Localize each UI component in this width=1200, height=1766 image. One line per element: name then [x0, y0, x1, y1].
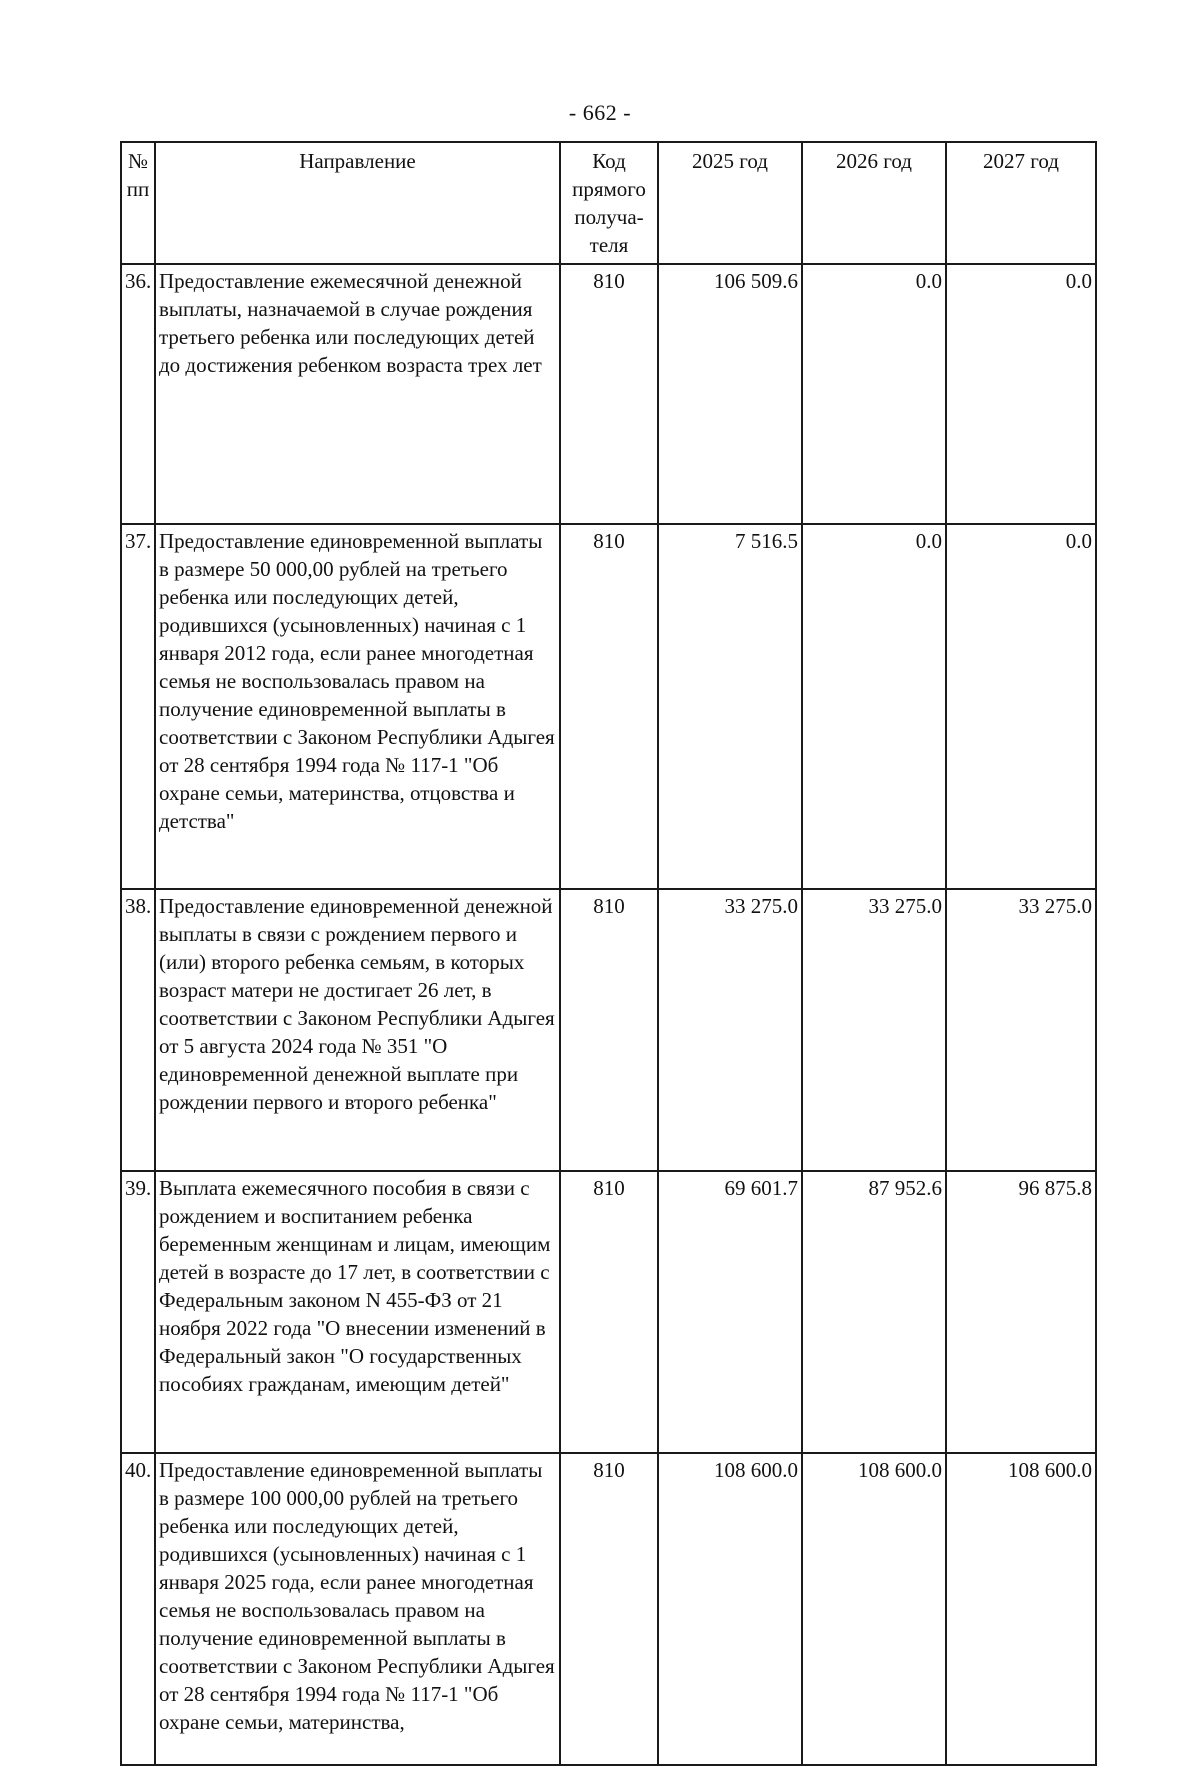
table-row — [121, 1171, 1096, 1453]
row-amount-2025: 108 600.0 — [658, 1453, 802, 1765]
table-row — [121, 264, 1096, 524]
row-amount-2026: 108 600.0 — [802, 1453, 946, 1765]
row-amount-2027: 33 275.0 — [946, 889, 1096, 1171]
row-number: 38. — [121, 889, 155, 1171]
row-amount-2025: 33 275.0 — [658, 889, 802, 1171]
row-amount-2027: 0.0 — [946, 524, 1096, 889]
table-row — [121, 524, 1096, 889]
table-header-row — [121, 142, 1096, 264]
header-number: № пп — [121, 142, 155, 264]
row-recipient-code: 810 — [560, 1453, 658, 1765]
header-year-2026: 2026 год — [802, 142, 946, 264]
row-direction: Предоставление единовременной денежной выплаты в связи с рождением первого и (или) второго ребенка семьям, в которых возраст матери не достигает 26 лет, в соответствии с Законом Республики Адыгея от 5 августа 2024 года № 351 "О единовременной денежной выплате при рождении первого и второго ребенка" — [155, 889, 560, 1171]
row-amount-2027: 96 875.8 — [946, 1171, 1096, 1453]
row-amount-2027: 0.0 — [946, 264, 1096, 524]
table-row — [121, 1453, 1096, 1765]
row-direction: Предоставление единовременной выплаты в размере 50 000,00 рублей на третьего ребенка или последующих детей, родившихся (усыновленных) начиная с 1 января 2012 года, если ранее многодетная семья не воспользовалась правом на получение единовременной выплаты в соответствии с Законом Республики Адыгея от 28 сентября 1994 года № 117-1 "Об охране семьи, материнства, отцовства и детства" — [155, 524, 560, 889]
header-year-2027: 2027 год — [946, 142, 1096, 264]
page-number: - 662 - — [568, 100, 632, 125]
row-amount-2025: 106 509.6 — [658, 264, 802, 524]
row-amount-2026: 33 275.0 — [802, 889, 946, 1171]
row-amount-2025: 7 516.5 — [658, 524, 802, 889]
row-amount-2026: 0.0 — [802, 264, 946, 524]
header-recipient-code: Код прямого получа- теля — [560, 142, 658, 264]
row-number: 37. — [121, 524, 155, 889]
row-recipient-code: 810 — [560, 264, 658, 524]
row-recipient-code: 810 — [560, 889, 658, 1171]
row-recipient-code: 810 — [560, 1171, 658, 1453]
table-row — [121, 889, 1096, 1171]
row-direction: Предоставление ежемесячной денежной выплаты, назначаемой в случае рождения третьего ребенка или последующих детей до достижения ребенком возраста трех лет — [155, 264, 560, 524]
row-amount-2025: 69 601.7 — [658, 1171, 802, 1453]
row-amount-2026: 0.0 — [802, 524, 946, 889]
row-recipient-code: 810 — [560, 524, 658, 889]
header-year-2025: 2025 год — [658, 142, 802, 264]
budget-table — [120, 141, 1097, 1766]
header-direction: Направление — [155, 142, 560, 264]
row-number: 40. — [121, 1453, 155, 1765]
row-amount-2027: 108 600.0 — [946, 1453, 1096, 1765]
row-direction: Предоставление единовременной выплаты в размере 100 000,00 рублей на третьего ребенка или последующих детей, родившихся (усыновленных) начиная с 1 января 2025 года, если ранее многодетная семья не воспользовалась правом на получение единовременной выплаты в соответствии с Законом Республики Адыгея от 28 сентября 1994 года № 117-1 "Об охране семьи, материнства, — [155, 1453, 560, 1765]
row-number: 36. — [121, 264, 155, 524]
row-amount-2026: 87 952.6 — [802, 1171, 946, 1453]
row-direction: Выплата ежемесячного пособия в связи с рождением и воспитанием ребенка беременным женщинам и лицам, имеющим детей в возрасте до 17 лет, в соответствии с Федеральным законом N 455-ФЗ от 21 ноября 2022 года "О внесении изменений в Федеральный закон "О государственных пособиях гражданам, имеющим детей" — [155, 1171, 560, 1453]
row-number: 39. — [121, 1171, 155, 1453]
